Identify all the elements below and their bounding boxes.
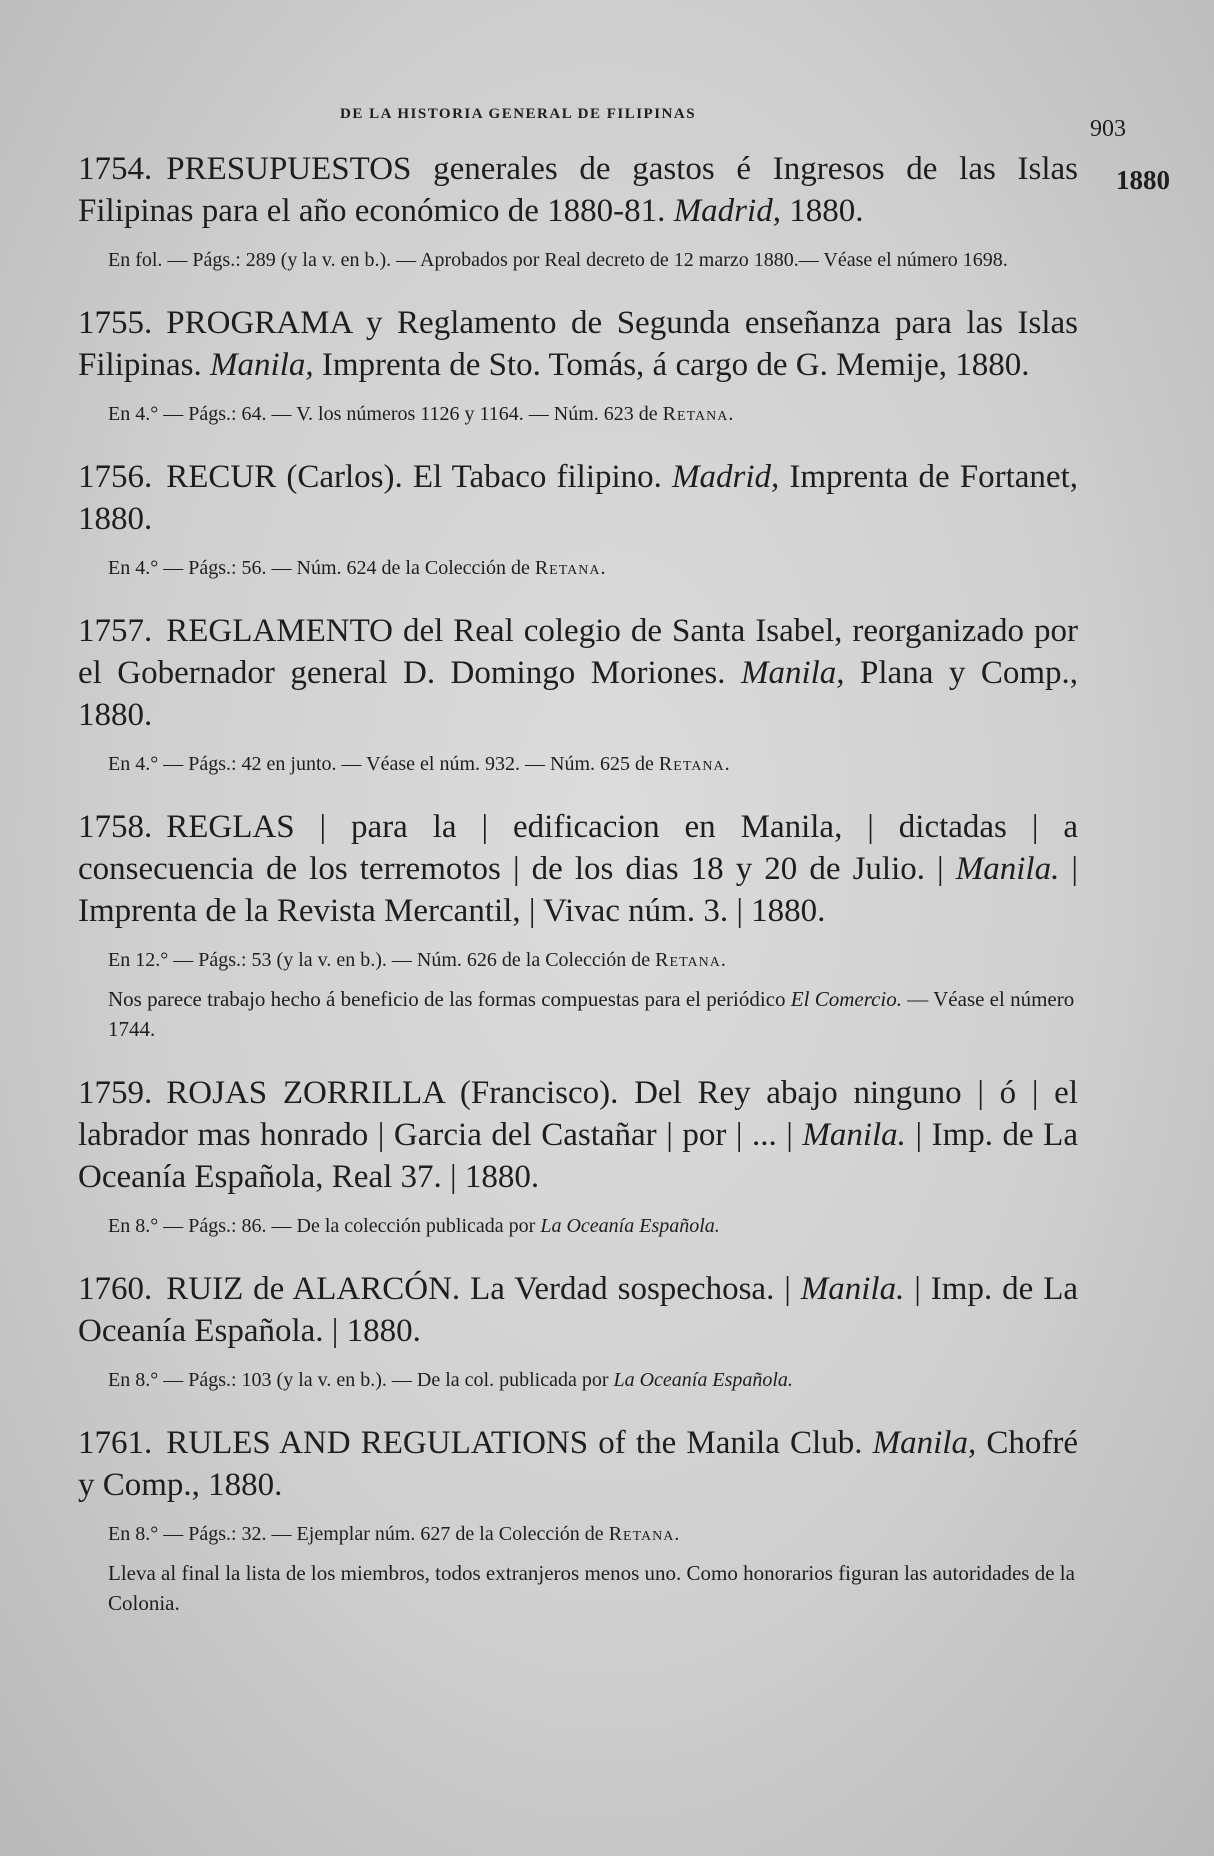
- entry-imprint: Chofré y Comp., 1880.: [78, 1425, 1079, 1503]
- note-source: Retana.: [534, 557, 607, 579]
- entry-number: 1758.: [78, 809, 153, 845]
- entry-1759: [78, 1072, 1078, 1240]
- entry-imprint: Imprenta de Fortanet, 1880.: [78, 459, 1078, 537]
- note-source: Retana.: [658, 753, 731, 775]
- entry-1757: [78, 610, 1078, 778]
- entry-number: 1761.: [78, 1425, 153, 1461]
- note-text: En 8.° — Págs.: 103 (y la v. en b.). — De la col. publicada por: [108, 1369, 614, 1391]
- entry-comment: Lleva al final la lista de los miembros, todos extranjeros menos uno. Como honorarios figuran las autoridades de la Colonia.: [108, 1561, 1075, 1615]
- entry-comment: [78, 984, 1078, 1044]
- entry-number: 1760.: [78, 1271, 153, 1307]
- entry-1758: [78, 806, 1078, 1044]
- entry-note: En fol. — Págs.: 289 (y la v. en b.). — Aprobados por Real decreto de 12 marzo 1880.— Véase el número 1698.: [108, 249, 1008, 271]
- entry-place: Manila.: [955, 851, 1060, 887]
- entry-place: Manila,: [872, 1425, 977, 1461]
- entry-note: [78, 1366, 1078, 1394]
- entry-imprint: | Imprenta de la Revista Mercantil, | Vivac núm. 3. | 1880.: [78, 851, 1079, 929]
- entry-note: [78, 1212, 1078, 1240]
- entry-text: REGLAS | para la | edificacion en Manila, | dictadas | a consecuencia de los terremotos | de los dias 18 y 20 de Julio. |: [78, 809, 1078, 887]
- entry-note: [78, 554, 1078, 582]
- entry-1755: [78, 302, 1078, 428]
- entry-note: [78, 400, 1078, 428]
- entry-title: [78, 1072, 1078, 1198]
- entry-text: RECUR (Carlos). El Tabaco filipino.: [166, 459, 673, 495]
- note-text: En 8.° — Págs.: 86. — De la colección publicada por: [108, 1215, 541, 1237]
- entry-title: [78, 610, 1078, 736]
- entry-place: Manila,: [210, 347, 314, 383]
- note-source: Retana.: [608, 1523, 681, 1545]
- entry-1761: [78, 1422, 1078, 1618]
- running-head: DE LA HISTORIA GENERAL DE FILIPINAS: [340, 106, 697, 122]
- entry-place: Madrid,: [672, 459, 780, 495]
- entry-imprint: 1880.: [780, 193, 864, 229]
- note-text: En 12.° — Págs.: 53 (y la v. en b.). — Núm. 626 de la Colección de: [108, 949, 656, 971]
- entry-place: Manila.: [802, 1117, 906, 1153]
- entry-imprint: | Imp. de La Oceanía Española. | 1880.: [78, 1271, 1078, 1349]
- entry-1760: [78, 1268, 1078, 1394]
- entry-text: PRESUPUESTOS generales de gastos é Ingresos de las Islas Filipinas para el año económico de 1880-81.: [78, 151, 1078, 229]
- note-source: La Oceanía Española.: [540, 1215, 720, 1237]
- entry-text: PROGRAMA y Reglamento de Segunda enseñanza para las Islas Filipinas.: [78, 305, 1078, 383]
- entry-place: Madrid,: [673, 193, 781, 229]
- entry-imprint: Imprenta de Sto. Tomás, á cargo de G. Memije, 1880.: [313, 347, 1030, 383]
- entry-number: 1759.: [78, 1075, 153, 1111]
- entry-note: [78, 1520, 1078, 1548]
- entry-title: [78, 302, 1078, 386]
- page-number: 903: [1090, 116, 1126, 142]
- entry-imprint: Plana y Comp., 1880.: [78, 655, 1078, 733]
- entry-place: Manila,: [740, 655, 845, 691]
- entry-number: 1757.: [78, 613, 153, 649]
- entry-title: [78, 456, 1078, 540]
- entry-number: 1756.: [78, 459, 153, 495]
- entry-text: ROJAS ZORRILLA (Francisco). Del Rey abajo ninguno | ó | el labrador mas honrado | Garcia del Castañar | por | ... |: [78, 1075, 1078, 1153]
- comment-ref: — Véase el número 1744.: [108, 987, 1075, 1041]
- entry-title: [78, 1422, 1078, 1506]
- entry-number: 1755.: [78, 305, 153, 341]
- note-text: En 4.° — Págs.: 42 en junto. — Véase el núm. 932. — Núm. 625 de: [108, 753, 659, 775]
- entry-1754: [78, 148, 1078, 274]
- note-source: La Oceanía Española.: [613, 1369, 793, 1391]
- entry-note: [78, 946, 1078, 974]
- entry-1756: [78, 456, 1078, 582]
- note-source: Retana.: [655, 949, 727, 971]
- note-text: En 8.° — Págs.: 32. — Ejemplar núm. 627 de la Colección de: [108, 1523, 609, 1545]
- entry-imprint: | Imp. de La Oceanía Española, Real 37. | 1880.: [78, 1117, 1078, 1195]
- entry-place: Manila.: [800, 1271, 905, 1307]
- note-text: En 4.° — Págs.: 56. — Núm. 624 de la Colección de: [108, 557, 535, 579]
- entry-title: [78, 148, 1078, 232]
- entry-note: [78, 750, 1078, 778]
- entry-text: RUIZ de ALARCÓN. La Verdad sospechosa. |: [166, 1271, 801, 1307]
- entry-text: RULES AND REGULATIONS of the Manila Club.: [166, 1425, 873, 1461]
- entry-title: [78, 806, 1078, 932]
- entry-number: 1754.: [78, 151, 153, 187]
- entry-text: REGLAMENTO del Real colegio de Santa Isabel, reorganizado por el Gobernador general D. Domingo Moriones.: [78, 613, 1078, 691]
- note-text: En 4.° — Págs.: 64. — V. los números 1126 y 1164. — Núm. 623 de: [108, 403, 663, 425]
- entry-title: [78, 1268, 1078, 1352]
- comment-text: Nos parece trabajo hecho á beneficio de las formas compuestas para el periódico: [108, 987, 791, 1011]
- entries-list: [78, 148, 1078, 1646]
- margin-year: 1880: [1116, 165, 1170, 195]
- comment-periodical: El Comercio.: [790, 987, 903, 1011]
- note-source: Retana.: [662, 403, 735, 425]
